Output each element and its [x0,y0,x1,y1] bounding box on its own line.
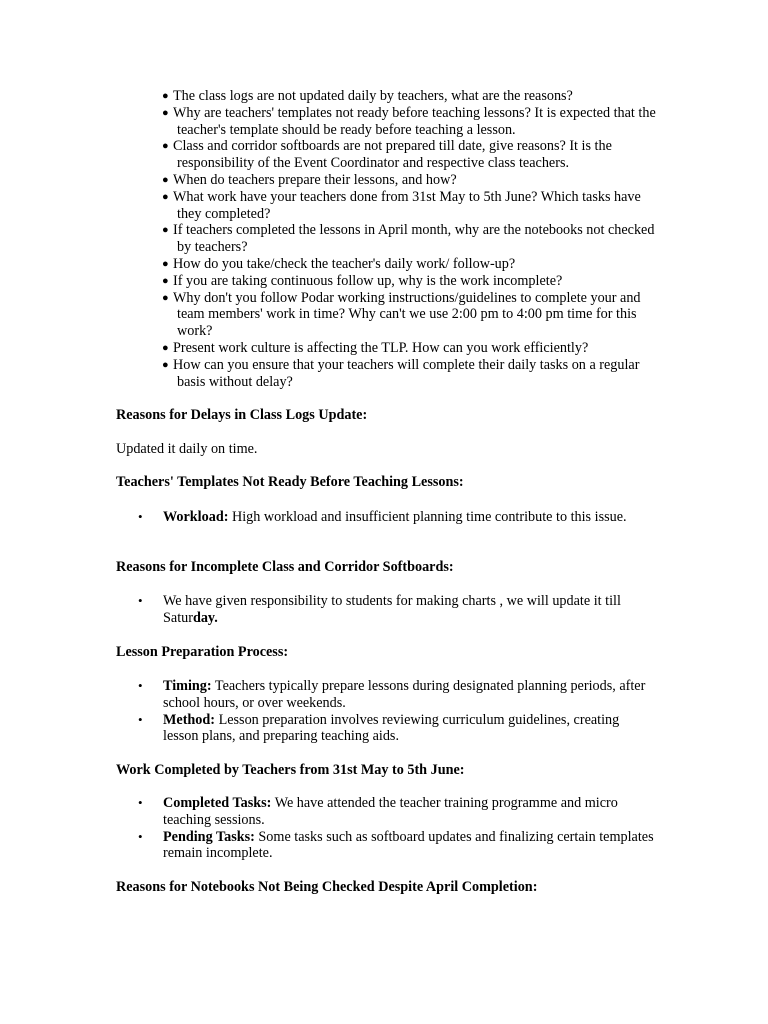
templates-list [116,509,656,526]
list-item: • Timing: Teachers typically prepare lessons during designated planning periods, after school hours, or over weekends. [138,678,646,711]
softboards-list [116,593,656,627]
bullet-icon: • [138,828,143,844]
bullet-icon: ● [162,224,169,237]
question-list [152,88,662,390]
list-item: • Pending Tasks: Some tasks such as softboard updates and finalizing certain templates remain incomplete. [138,828,654,862]
bullet-icon: ● [162,274,169,287]
question-item: ● How can you ensure that your teachers will complete their daily tasks on a regular basis without delay? [162,356,640,390]
bullet-icon: ● [162,173,169,186]
heading-templates: Teachers' Templates Not Ready Before Teaching Lessons: [116,474,464,490]
question-item: ● How do you take/check the teacher's daily work/ follow-up? [162,255,516,272]
list-item: • We have given responsibility to students for making charts , we will update it till Saturday. [138,593,621,626]
question-item: ● Why are teachers' templates not ready before teaching lessons? It is expected that the teacher's template should be ready before teaching a lesson. [162,104,656,138]
list-item: • Completed Tasks: We have attended the teacher training programme and micro teaching sessions. [138,795,618,828]
list-item: • Method: Lesson preparation involves reviewing curriculum guidelines, creating lesson plans, and preparing teaching aids. [138,711,620,745]
question-item: ● If teachers completed the lessons in April month, why are the notebooks not checked by teachers? [162,222,655,256]
heading-class-logs: Reasons for Delays in Class Logs Update: [116,407,368,423]
question-item: ● If you are taking continuous follow up, why is the work incomplete? [162,272,563,289]
question-item: ● When do teachers prepare their lessons, and how? [162,171,457,188]
work-completed-list [116,795,656,862]
heading-softboards: Reasons for Incomplete Class and Corridor Softboards: [116,559,454,575]
bullet-icon: • [138,795,143,810]
bullet-icon: ● [162,257,169,270]
question-item: ● Present work culture is affecting the TLP. How can you work efficiently? [162,339,589,356]
question-item: ● Why don't you follow Podar working instructions/guidelines to complete your and team members' work in time? Why can't we use 2:00 pm to 4:00 pm time for this work? [162,289,641,340]
heading-work-completed: Work Completed by Teachers from 31st May to 5th June: [116,762,465,778]
question-item: ● Class and corridor softboards are not prepared till date, give reasons? It is the responsibility of the Event Coordinator and respective class teachers. [162,138,612,172]
question-item: ● The class logs are not updated daily by teachers, what are the reasons? [162,88,573,104]
heading-lesson-prep: Lesson Preparation Process: [116,644,289,660]
bullet-icon: • [138,593,143,608]
lesson-prep-list [116,678,656,745]
bullet-icon: ● [162,90,169,102]
bullet-icon: • [138,711,143,727]
bullet-icon: • [138,678,143,693]
bullet-icon: ● [162,358,169,371]
bullet-icon: ● [162,291,169,304]
text-class-logs: Updated it daily on time. [116,441,258,457]
bullet-icon: ● [162,140,169,153]
bullet-icon: ● [162,106,169,119]
bullet-icon: • [138,509,143,524]
heading-notebooks: Reasons for Notebooks Not Being Checked Despite April Completion: [116,879,538,895]
bullet-icon: ● [162,341,169,354]
bullet-icon: ● [162,190,169,203]
list-item: • Workload: High workload and insufficient planning time contribute to this issue. [138,509,627,525]
question-item: ● What work have your teachers done from 31st May to 5th June? Which tasks have they completed? [162,188,641,222]
